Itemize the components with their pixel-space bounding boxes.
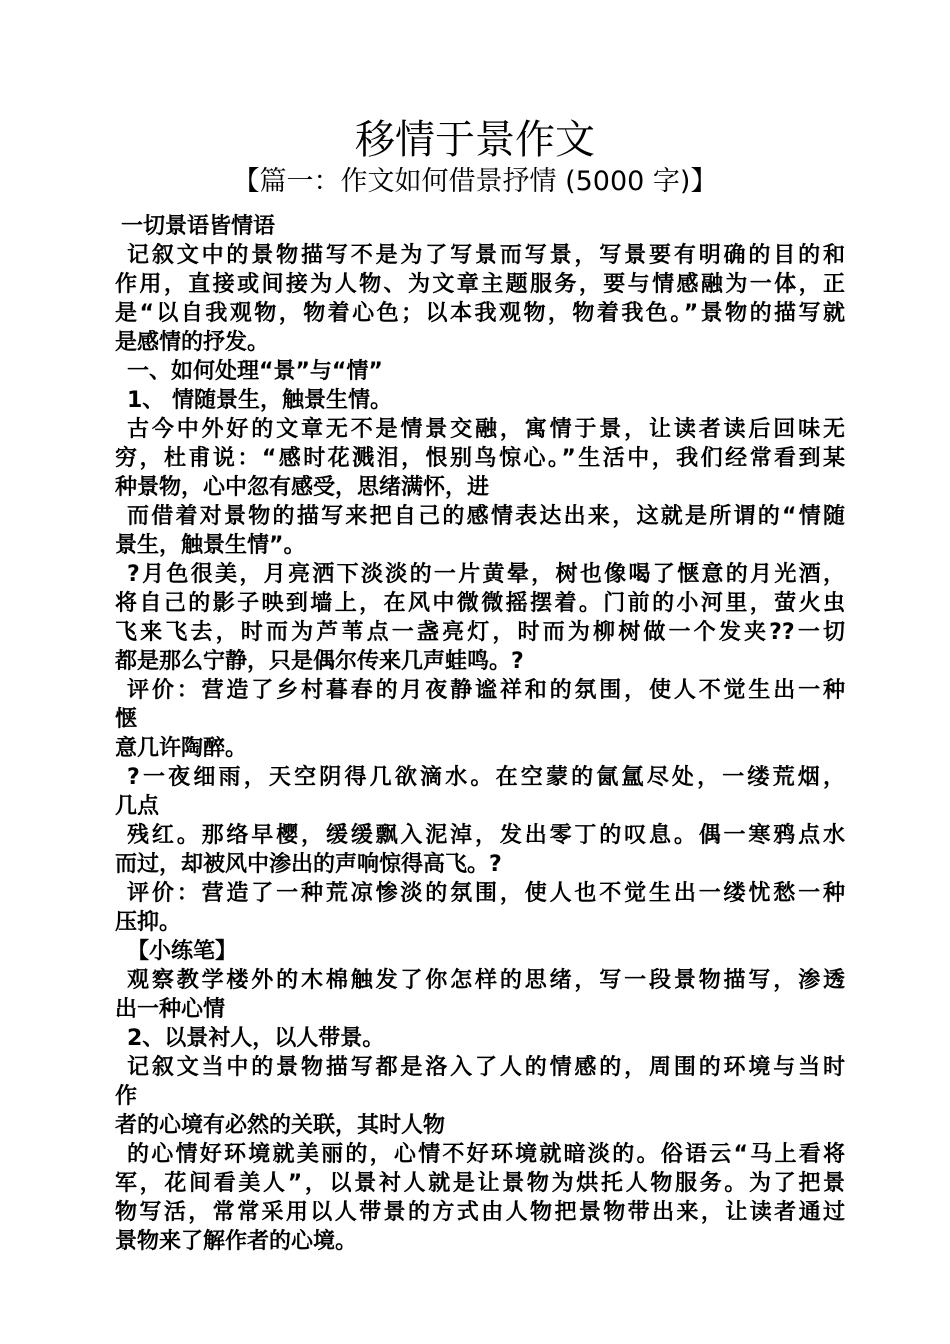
text-line: 古今中外好的文章无不是情景交融，寓情于景，让读者读后回味无 [127,417,845,442]
text-line: 而借着对景物的描写来把自己的感情表达出来，这就是所谓的“情随 [127,504,845,529]
text-line: 记叙文当中的景物描写都是洛入了人的情感的，周围的环境与当时 [127,1055,845,1080]
document-title: 移情于景作文 [355,117,595,163]
text-line: 残红。那络早樱，缓缓飘入泥淖，发出零丁的叹息。偶一寒鸦点水 [127,823,845,848]
text-line: 而过，却被风中渗出的声响惊得高飞。? [115,852,502,877]
text-line: 景物来了解作者的心境。 [115,1229,358,1254]
text-line: 记叙文中的景物描写不是为了写景而写景，写景要有明确的目的和 [127,243,845,268]
text-line: 惬 [115,707,138,732]
text-line: 物写活，常常采用以人带景的方式由人物把景物带出来，让读者通过 [115,1200,845,1225]
text-line: 都是那么宁静，只是偶尔传来几声蛙鸣。? [115,649,524,674]
text-line: 的心情好环境就美丽的，心情不好环境就暗淡的。俗语云“马上看将 [127,1142,845,1167]
text-line: ?月色很美，月亮洒下淡淡的一片黄晕，树也像喝了惬意的月光酒， [127,562,845,587]
text-line: 评价：营造了乡村暮春的月夜静谧祥和的氛围，使人不觉生出一种 [127,678,845,703]
text-line: 几点 [115,794,160,819]
text-line: 军，花间看美人”，以景衬人就是让景物为烘托人物服务。为了把景 [115,1171,845,1196]
text-line: 种景物，心中忽有感受，思绪满怀，进 [115,475,490,500]
text-line: 【小练笔】 [127,939,238,964]
text-line: 1、 情随景生，触景生情。 [127,388,392,413]
text-line: 是“以自我观物，物着心色；以本我观物，物着我色。”景物的描写就 [115,301,845,326]
text-line: 一切景语皆情语 [121,214,276,239]
text-line: 者的心境有必然的关联，其时人物 [115,1113,446,1138]
text-line: 出一种心情 [115,997,226,1022]
text-line: ?一夜细雨，天空阴得几欲滴水。在空蒙的氤氲尽处，一缕荒烟， [127,765,845,790]
text-line: 景生，触景生情”。 [115,533,306,558]
text-line: 2、以景衬人，以人带景。 [127,1026,385,1051]
text-line: 穷，杜甫说：“感时花溅泪，恨别鸟惊心。”生活中，我们经常看到某 [115,446,845,471]
text-line: 是感情的抒发。 [115,330,270,355]
text-line: 评价：营造了一种荒凉惨淡的氛围，使人也不觉生出一缕忧愁一种 [127,881,845,906]
text-line: 压抑。 [115,910,182,935]
text-line: 意几许陶醉。 [115,736,248,761]
text-line: 作 [115,1084,138,1109]
text-line: 将自己的影子映到墙上，在风中微微摇摆着。门前的小河里，萤火虫 [115,591,845,616]
text-line: 作用，直接或间接为人物、为文章主题服务，要与情感融为一体，正 [115,272,845,297]
text-line: 观察教学楼外的木棉触发了你怎样的思绪，写一段景物描写，渗透 [127,968,845,993]
text-line: 一、如何处理“景”与“情” [127,359,383,384]
document-body [115,212,845,1256]
text-line: 飞来飞去，时而为芦苇点一盏亮灯，时而为柳树做一个发夹??一切 [115,620,845,645]
document-subtitle: 【篇一：作文如何借景抒情 (5000 字)】 [232,166,718,197]
